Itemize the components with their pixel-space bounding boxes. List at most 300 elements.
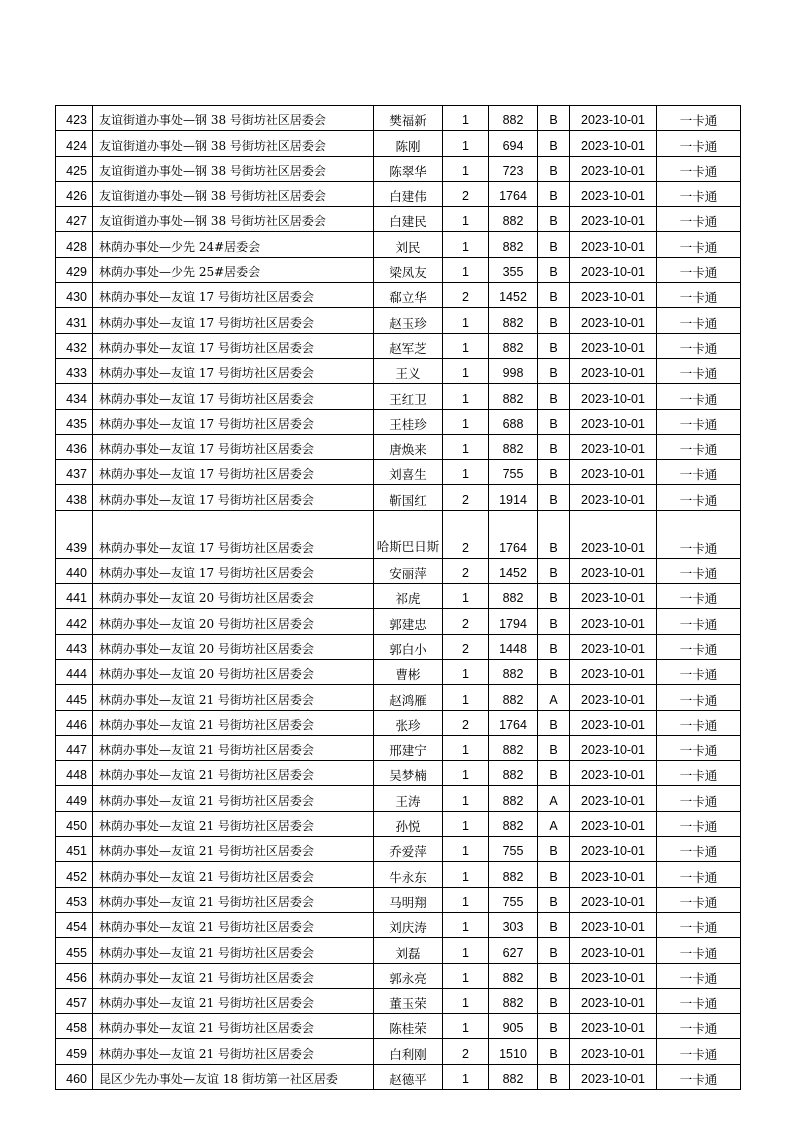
recipient-name-cell: 梁凤友	[374, 257, 443, 282]
category-cell: B	[538, 862, 570, 887]
payment-method-cell: 一卡通	[657, 257, 741, 282]
community-unit-cell: 林荫办事处—友谊 21 号街坊社区居委会	[93, 938, 374, 963]
amount-cell: 1794	[489, 609, 538, 634]
category-cell: B	[538, 510, 570, 558]
payment-method-cell: 一卡通	[657, 156, 741, 181]
payment-method-cell: 一卡通	[657, 460, 741, 485]
date-cell: 2023-10-01	[570, 409, 657, 434]
amount-cell: 1764	[489, 710, 538, 735]
date-cell: 2023-10-01	[570, 1039, 657, 1064]
date-cell: 2023-10-01	[570, 485, 657, 510]
row-index-cell: 457	[56, 988, 93, 1013]
recipient-name-cell: 王桂珍	[374, 409, 443, 434]
payment-method-cell: 一卡通	[657, 811, 741, 836]
table-row	[56, 283, 741, 308]
recipient-name-cell: 白利刚	[374, 1039, 443, 1064]
household-count-cell: 2	[443, 558, 489, 583]
community-unit-cell: 林荫办事处—友谊 17 号街坊社区居委会	[93, 409, 374, 434]
payment-method-cell: 一卡通	[657, 283, 741, 308]
category-cell: B	[538, 409, 570, 434]
household-count-cell: 1	[443, 384, 489, 409]
date-cell: 2023-10-01	[570, 735, 657, 760]
household-count-cell: 1	[443, 156, 489, 181]
category-cell: B	[538, 257, 570, 282]
date-cell: 2023-10-01	[570, 131, 657, 156]
payment-method-cell: 一卡通	[657, 761, 741, 786]
household-count-cell: 1	[443, 1064, 489, 1089]
row-index-cell: 447	[56, 735, 93, 760]
recipient-name-cell: 刘喜生	[374, 460, 443, 485]
date-cell: 2023-10-01	[570, 761, 657, 786]
amount-cell: 1510	[489, 1039, 538, 1064]
amount-cell: 882	[489, 963, 538, 988]
date-cell: 2023-10-01	[570, 510, 657, 558]
recipient-name-cell: 白建民	[374, 207, 443, 232]
table-row	[56, 1039, 741, 1064]
row-index-cell: 434	[56, 384, 93, 409]
row-index-cell: 454	[56, 912, 93, 937]
community-unit-cell: 林荫办事处—友谊 21 号街坊社区居委会	[93, 988, 374, 1013]
payment-method-cell: 一卡通	[657, 232, 741, 257]
payment-method-cell: 一卡通	[657, 710, 741, 735]
row-index-cell: 455	[56, 938, 93, 963]
recipient-name-cell: 郗立华	[374, 283, 443, 308]
row-index-cell: 436	[56, 434, 93, 459]
table-row	[56, 1064, 741, 1089]
household-count-cell: 1	[443, 735, 489, 760]
amount-cell: 1914	[489, 485, 538, 510]
amount-cell: 882	[489, 308, 538, 333]
household-count-cell: 1	[443, 786, 489, 811]
table-row	[56, 384, 741, 409]
row-index-cell: 444	[56, 659, 93, 684]
table-row	[56, 409, 741, 434]
category-cell: B	[538, 659, 570, 684]
household-count-cell: 1	[443, 584, 489, 609]
payment-method-cell: 一卡通	[657, 510, 741, 558]
household-count-cell: 1	[443, 308, 489, 333]
payment-method-cell: 一卡通	[657, 735, 741, 760]
row-index-cell: 423	[56, 106, 93, 131]
community-unit-cell: 林荫办事处—友谊 20 号街坊社区居委会	[93, 609, 374, 634]
payment-method-cell: 一卡通	[657, 207, 741, 232]
recipient-name-cell: 乔爱萍	[374, 837, 443, 862]
payment-method-cell: 一卡通	[657, 106, 741, 131]
row-index-cell: 443	[56, 634, 93, 659]
date-cell: 2023-10-01	[570, 384, 657, 409]
amount-cell: 882	[489, 584, 538, 609]
category-cell: B	[538, 887, 570, 912]
date-cell: 2023-10-01	[570, 609, 657, 634]
row-index-cell: 440	[56, 558, 93, 583]
date-cell: 2023-10-01	[570, 283, 657, 308]
table-row	[56, 685, 741, 710]
table-row	[56, 106, 741, 131]
amount-cell: 882	[489, 106, 538, 131]
table-row	[56, 634, 741, 659]
recipient-name-cell: 赵军芝	[374, 333, 443, 358]
table-row	[56, 156, 741, 181]
recipient-name-cell: 张珍	[374, 710, 443, 735]
table-row	[56, 232, 741, 257]
household-count-cell: 1	[443, 811, 489, 836]
household-count-cell: 1	[443, 409, 489, 434]
payment-method-cell: 一卡通	[657, 887, 741, 912]
category-cell: B	[538, 106, 570, 131]
table-row	[56, 181, 741, 206]
household-count-cell: 1	[443, 232, 489, 257]
recipient-name-cell: 刘磊	[374, 938, 443, 963]
household-count-cell: 2	[443, 485, 489, 510]
community-unit-cell: 林荫办事处—友谊 17 号街坊社区居委会	[93, 283, 374, 308]
household-count-cell: 1	[443, 887, 489, 912]
household-count-cell: 1	[443, 257, 489, 282]
household-count-cell: 1	[443, 659, 489, 684]
category-cell: B	[538, 761, 570, 786]
payment-method-cell: 一卡通	[657, 181, 741, 206]
row-index-cell: 453	[56, 887, 93, 912]
payment-method-cell: 一卡通	[657, 558, 741, 583]
table-row	[56, 358, 741, 383]
household-count-cell: 1	[443, 207, 489, 232]
recipient-name-cell: 唐焕来	[374, 434, 443, 459]
recipient-name-cell: 靳国红	[374, 485, 443, 510]
recipient-name-cell: 赵德平	[374, 1064, 443, 1089]
recipient-name-cell: 樊福新	[374, 106, 443, 131]
category-cell: B	[538, 1064, 570, 1089]
household-count-cell: 1	[443, 938, 489, 963]
table-row	[56, 710, 741, 735]
household-count-cell: 1	[443, 685, 489, 710]
payment-method-cell: 一卡通	[657, 1039, 741, 1064]
community-unit-cell: 林荫办事处—友谊 21 号街坊社区居委会	[93, 710, 374, 735]
community-unit-cell: 林荫办事处—友谊 17 号街坊社区居委会	[93, 384, 374, 409]
community-unit-cell: 林荫办事处—友谊 17 号街坊社区居委会	[93, 510, 374, 558]
date-cell: 2023-10-01	[570, 1014, 657, 1039]
table-row	[56, 308, 741, 333]
community-unit-cell: 林荫办事处—友谊 21 号街坊社区居委会	[93, 735, 374, 760]
row-index-cell: 441	[56, 584, 93, 609]
date-cell: 2023-10-01	[570, 659, 657, 684]
roster-table	[55, 105, 741, 1090]
community-unit-cell: 友谊街道办事处—钢 38 号街坊社区居委会	[93, 181, 374, 206]
category-cell: A	[538, 786, 570, 811]
payment-method-cell: 一卡通	[657, 786, 741, 811]
date-cell: 2023-10-01	[570, 862, 657, 887]
date-cell: 2023-10-01	[570, 207, 657, 232]
amount-cell: 755	[489, 460, 538, 485]
date-cell: 2023-10-01	[570, 333, 657, 358]
community-unit-cell: 林荫办事处—友谊 21 号街坊社区居委会	[93, 761, 374, 786]
amount-cell: 1764	[489, 510, 538, 558]
category-cell: B	[538, 735, 570, 760]
category-cell: B	[538, 963, 570, 988]
recipient-name-cell: 曹彬	[374, 659, 443, 684]
amount-cell: 1452	[489, 558, 538, 583]
recipient-name-cell: 郭永亮	[374, 963, 443, 988]
amount-cell: 723	[489, 156, 538, 181]
table-row	[56, 1014, 741, 1039]
date-cell: 2023-10-01	[570, 434, 657, 459]
date-cell: 2023-10-01	[570, 938, 657, 963]
date-cell: 2023-10-01	[570, 634, 657, 659]
row-index-cell: 425	[56, 156, 93, 181]
recipient-name-cell: 赵鸿雁	[374, 685, 443, 710]
household-count-cell: 2	[443, 510, 489, 558]
category-cell: B	[538, 156, 570, 181]
table-row	[56, 811, 741, 836]
category-cell: B	[538, 837, 570, 862]
date-cell: 2023-10-01	[570, 308, 657, 333]
community-unit-cell: 友谊街道办事处—钢 38 号街坊社区居委会	[93, 156, 374, 181]
date-cell: 2023-10-01	[570, 887, 657, 912]
amount-cell: 882	[489, 685, 538, 710]
date-cell: 2023-10-01	[570, 232, 657, 257]
amount-cell: 882	[489, 988, 538, 1013]
roster-table-container	[55, 105, 740, 1090]
row-index-cell: 458	[56, 1014, 93, 1039]
category-cell: B	[538, 232, 570, 257]
category-cell: B	[538, 460, 570, 485]
recipient-name-cell: 赵玉珍	[374, 308, 443, 333]
community-unit-cell: 林荫办事处—友谊 21 号街坊社区居委会	[93, 1014, 374, 1039]
payment-method-cell: 一卡通	[657, 963, 741, 988]
row-index-cell: 451	[56, 837, 93, 862]
date-cell: 2023-10-01	[570, 1064, 657, 1089]
community-unit-cell: 林荫办事处—少先 25#居委会	[93, 257, 374, 282]
row-index-cell: 442	[56, 609, 93, 634]
household-count-cell: 2	[443, 181, 489, 206]
date-cell: 2023-10-01	[570, 710, 657, 735]
category-cell: B	[538, 384, 570, 409]
category-cell: B	[538, 988, 570, 1013]
recipient-name-cell: 安丽萍	[374, 558, 443, 583]
payment-method-cell: 一卡通	[657, 308, 741, 333]
table-row	[56, 333, 741, 358]
recipient-name-cell: 孙悦	[374, 811, 443, 836]
community-unit-cell: 林荫办事处—友谊 17 号街坊社区居委会	[93, 434, 374, 459]
payment-method-cell: 一卡通	[657, 837, 741, 862]
date-cell: 2023-10-01	[570, 181, 657, 206]
household-count-cell: 1	[443, 131, 489, 156]
household-count-cell: 1	[443, 358, 489, 383]
amount-cell: 882	[489, 761, 538, 786]
date-cell: 2023-10-01	[570, 963, 657, 988]
date-cell: 2023-10-01	[570, 837, 657, 862]
recipient-name-cell: 陈桂荣	[374, 1014, 443, 1039]
household-count-cell: 1	[443, 912, 489, 937]
payment-method-cell: 一卡通	[657, 685, 741, 710]
date-cell: 2023-10-01	[570, 257, 657, 282]
recipient-name-cell: 董玉荣	[374, 988, 443, 1013]
date-cell: 2023-10-01	[570, 912, 657, 937]
household-count-cell: 1	[443, 106, 489, 131]
row-index-cell: 438	[56, 485, 93, 510]
recipient-name-cell: 王义	[374, 358, 443, 383]
household-count-cell: 1	[443, 837, 489, 862]
household-count-cell: 2	[443, 1039, 489, 1064]
category-cell: B	[538, 938, 570, 963]
amount-cell: 905	[489, 1014, 538, 1039]
community-unit-cell: 友谊街道办事处—钢 38 号街坊社区居委会	[93, 207, 374, 232]
payment-method-cell: 一卡通	[657, 1014, 741, 1039]
category-cell: B	[538, 207, 570, 232]
household-count-cell: 1	[443, 862, 489, 887]
table-row	[56, 862, 741, 887]
household-count-cell: 1	[443, 1014, 489, 1039]
table-row	[56, 257, 741, 282]
community-unit-cell: 林荫办事处—友谊 21 号街坊社区居委会	[93, 862, 374, 887]
row-index-cell: 456	[56, 963, 93, 988]
row-index-cell: 452	[56, 862, 93, 887]
household-count-cell: 2	[443, 609, 489, 634]
table-row	[56, 837, 741, 862]
community-unit-cell: 林荫办事处—友谊 21 号街坊社区居委会	[93, 1039, 374, 1064]
amount-cell: 1452	[489, 283, 538, 308]
table-row	[56, 963, 741, 988]
household-count-cell: 2	[443, 634, 489, 659]
table-row	[56, 558, 741, 583]
table-row	[56, 131, 741, 156]
recipient-name-cell: 郭白小	[374, 634, 443, 659]
recipient-name-cell: 牛永东	[374, 862, 443, 887]
date-cell: 2023-10-01	[570, 460, 657, 485]
date-cell: 2023-10-01	[570, 584, 657, 609]
amount-cell: 882	[489, 811, 538, 836]
category-cell: A	[538, 685, 570, 710]
category-cell: B	[538, 1039, 570, 1064]
community-unit-cell: 林荫办事处—友谊 21 号街坊社区居委会	[93, 963, 374, 988]
category-cell: B	[538, 283, 570, 308]
household-count-cell: 2	[443, 710, 489, 735]
community-unit-cell: 林荫办事处—友谊 17 号街坊社区居委会	[93, 485, 374, 510]
payment-method-cell: 一卡通	[657, 862, 741, 887]
amount-cell: 303	[489, 912, 538, 937]
household-count-cell: 1	[443, 434, 489, 459]
row-index-cell: 427	[56, 207, 93, 232]
amount-cell: 355	[489, 257, 538, 282]
table-row	[56, 609, 741, 634]
community-unit-cell: 林荫办事处—友谊 20 号街坊社区居委会	[93, 584, 374, 609]
row-index-cell: 450	[56, 811, 93, 836]
row-index-cell: 429	[56, 257, 93, 282]
row-index-cell: 448	[56, 761, 93, 786]
community-unit-cell: 林荫办事处—友谊 21 号街坊社区居委会	[93, 786, 374, 811]
household-count-cell: 2	[443, 283, 489, 308]
community-unit-cell: 林荫办事处—友谊 21 号街坊社区居委会	[93, 811, 374, 836]
table-row	[56, 434, 741, 459]
table-row	[56, 938, 741, 963]
payment-method-cell: 一卡通	[657, 409, 741, 434]
category-cell: B	[538, 912, 570, 937]
recipient-name-cell: 王红卫	[374, 384, 443, 409]
table-row	[56, 887, 741, 912]
recipient-name-cell: 刘民	[374, 232, 443, 257]
household-count-cell: 1	[443, 761, 489, 786]
recipient-name-cell: 陈翠华	[374, 156, 443, 181]
payment-method-cell: 一卡通	[657, 912, 741, 937]
category-cell: A	[538, 811, 570, 836]
payment-method-cell: 一卡通	[657, 485, 741, 510]
payment-method-cell: 一卡通	[657, 131, 741, 156]
payment-method-cell: 一卡通	[657, 988, 741, 1013]
household-count-cell: 1	[443, 333, 489, 358]
table-row	[56, 761, 741, 786]
community-unit-cell: 昆区少先办事处—友谊 18 街坊第一社区居委	[93, 1064, 374, 1089]
category-cell: B	[538, 181, 570, 206]
household-count-cell: 1	[443, 963, 489, 988]
row-index-cell: 431	[56, 308, 93, 333]
community-unit-cell: 林荫办事处—友谊 21 号街坊社区居委会	[93, 685, 374, 710]
table-row	[56, 735, 741, 760]
amount-cell: 882	[489, 333, 538, 358]
amount-cell: 882	[489, 232, 538, 257]
row-index-cell: 426	[56, 181, 93, 206]
row-index-cell: 437	[56, 460, 93, 485]
date-cell: 2023-10-01	[570, 558, 657, 583]
payment-method-cell: 一卡通	[657, 938, 741, 963]
category-cell: B	[538, 485, 570, 510]
category-cell: B	[538, 308, 570, 333]
category-cell: B	[538, 558, 570, 583]
payment-method-cell: 一卡通	[657, 634, 741, 659]
row-index-cell: 446	[56, 710, 93, 735]
community-unit-cell: 林荫办事处—友谊 20 号街坊社区居委会	[93, 659, 374, 684]
amount-cell: 627	[489, 938, 538, 963]
amount-cell: 688	[489, 409, 538, 434]
community-unit-cell: 林荫办事处—友谊 20 号街坊社区居委会	[93, 634, 374, 659]
amount-cell: 694	[489, 131, 538, 156]
roster-table-body	[56, 106, 741, 1090]
row-index-cell: 435	[56, 409, 93, 434]
row-index-cell: 445	[56, 685, 93, 710]
amount-cell: 882	[489, 384, 538, 409]
community-unit-cell: 林荫办事处—友谊 21 号街坊社区居委会	[93, 837, 374, 862]
payment-method-cell: 一卡通	[657, 333, 741, 358]
row-index-cell: 432	[56, 333, 93, 358]
recipient-name-cell: 郭建忠	[374, 609, 443, 634]
category-cell: B	[538, 609, 570, 634]
amount-cell: 1764	[489, 181, 538, 206]
table-row	[56, 912, 741, 937]
category-cell: B	[538, 634, 570, 659]
payment-method-cell: 一卡通	[657, 609, 741, 634]
date-cell: 2023-10-01	[570, 988, 657, 1013]
date-cell: 2023-10-01	[570, 685, 657, 710]
category-cell: B	[538, 358, 570, 383]
date-cell: 2023-10-01	[570, 156, 657, 181]
amount-cell: 998	[489, 358, 538, 383]
payment-method-cell: 一卡通	[657, 584, 741, 609]
category-cell: B	[538, 710, 570, 735]
amount-cell: 882	[489, 1064, 538, 1089]
category-cell: B	[538, 434, 570, 459]
payment-method-cell: 一卡通	[657, 659, 741, 684]
amount-cell: 882	[489, 434, 538, 459]
table-row	[56, 510, 741, 558]
amount-cell: 882	[489, 207, 538, 232]
community-unit-cell: 友谊街道办事处—钢 38 号街坊社区居委会	[93, 106, 374, 131]
recipient-name-cell: 陈刚	[374, 131, 443, 156]
payment-method-cell: 一卡通	[657, 1064, 741, 1089]
row-index-cell: 460	[56, 1064, 93, 1089]
amount-cell: 755	[489, 887, 538, 912]
table-row	[56, 659, 741, 684]
community-unit-cell: 林荫办事处—友谊 21 号街坊社区居委会	[93, 887, 374, 912]
row-index-cell: 428	[56, 232, 93, 257]
row-index-cell: 459	[56, 1039, 93, 1064]
community-unit-cell: 林荫办事处—友谊 17 号街坊社区居委会	[93, 558, 374, 583]
